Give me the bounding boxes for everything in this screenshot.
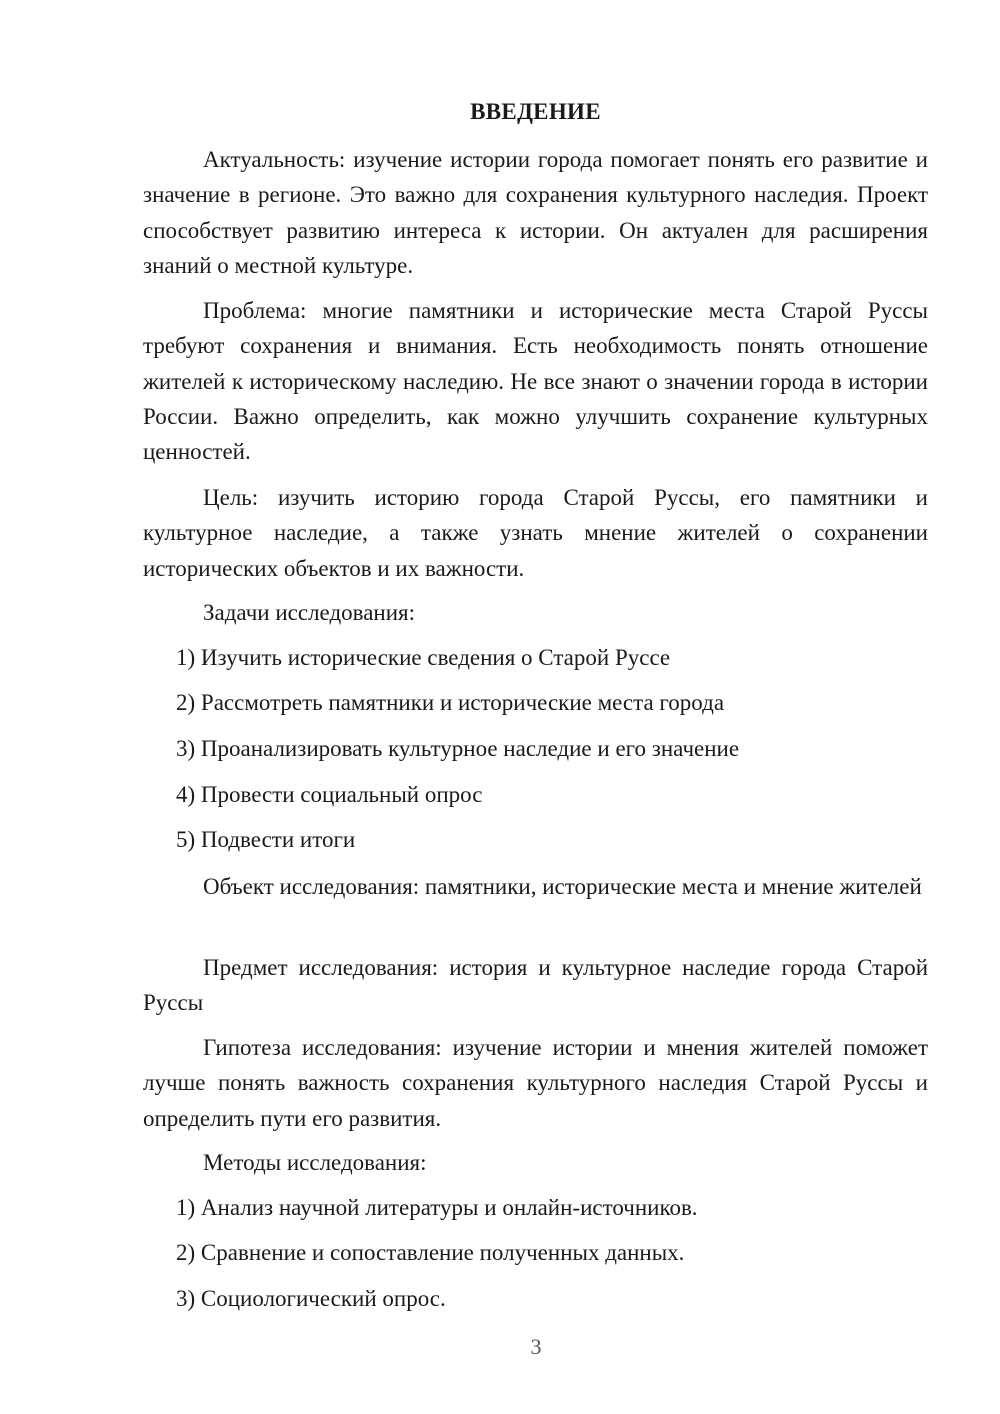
methods-label: Методы исследования: [203, 1150, 427, 1175]
tasks-label: Задачи исследования: [203, 600, 416, 625]
paragraph-relevance: Актуальность: изучение истории города помогает понять его развитие и значение в регионе. Это важно для сохранения культурного наследия. Проект способствует развитию интереса к истории. Он актуален для расширения знаний о местной культуре. [143, 147, 928, 278]
task-item-1: 1) Изучить исторические сведения о Старой Руссе [176, 645, 671, 670]
page-title: ВВЕДЕНИЕ [470, 99, 601, 124]
paragraph-object: Объект исследования: памятники, исторические места и мнение жителей [203, 874, 922, 899]
paragraph-hypothesis: Гипотеза исследования: изучение истории и мнения жителей поможет лучше понять важность сохранения культурного наследия Старой Руссы и определить пути его развития. [143, 1035, 928, 1131]
task-item-5: 5) Подвести итоги [176, 827, 356, 852]
page-number: 3 [530, 1334, 542, 1359]
paragraph-goal: Цель: изучить историю города Старой Руссы, его памятники и культурное наследие, а также узнать мнение жителей о сохранении исторических объектов и их важности. [143, 485, 928, 581]
paragraph-problem: Проблема: многие памятники и исторические места Старой Руссы требуют сохранения и внимания. Есть необходимость понять отношение жителей к историческому наследию. Не все знают о значении города в истории России. Важно определить, как можно улучшить сохранение культурных ценностей. [143, 298, 928, 465]
method-item-2: 2) Сравнение и сопоставление полученных данных. [176, 1240, 685, 1265]
task-item-4: 4) Провести социальный опрос [176, 782, 483, 807]
task-item-2: 2) Рассмотреть памятники и исторические места города [176, 690, 725, 715]
method-item-3: 3) Социологический опрос. [176, 1286, 446, 1311]
task-item-3: 3) Проанализировать культурное наследие и его значение [176, 736, 740, 761]
paragraph-subject: Предмет исследования: история и культурное наследие города Старой Руссы [143, 955, 928, 1016]
method-item-1: 1) Анализ научной литературы и онлайн-источников. [176, 1195, 698, 1220]
